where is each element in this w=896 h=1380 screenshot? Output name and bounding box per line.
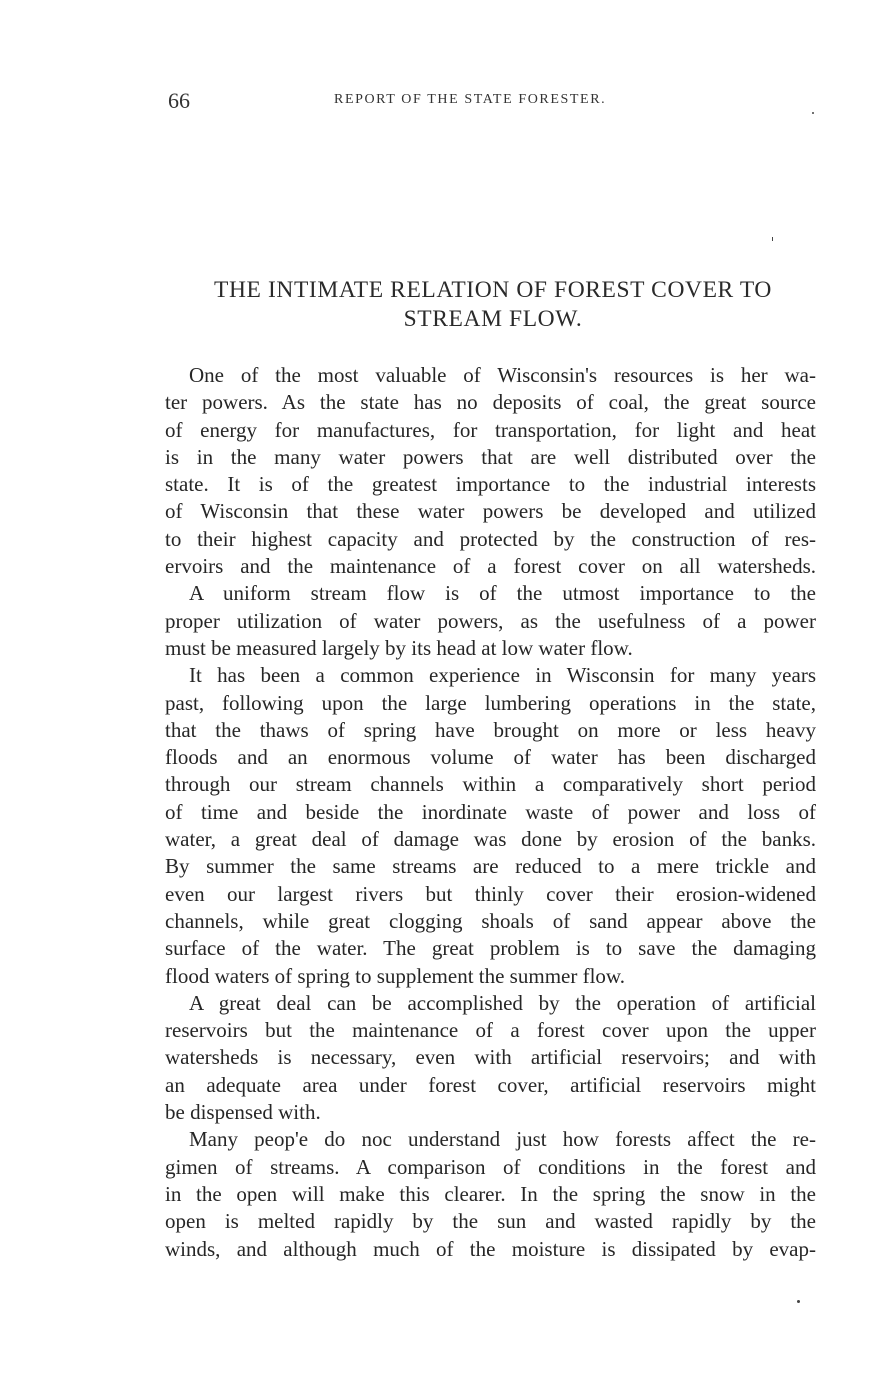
text-line: floods and an enormous volume of water has been discharged xyxy=(165,745,816,770)
text-line: be dispensed with. xyxy=(165,1100,321,1125)
text-line: proper utilization of water powers, as the usefulness of a power xyxy=(165,608,816,633)
text-line: water, a great deal of damage was done by erosion of the banks. xyxy=(165,827,816,852)
text-line: of energy for manufactures, for transportation, for light and heat xyxy=(165,417,816,442)
text-line: even our largest rivers but thinly cover their erosion-widened xyxy=(165,881,816,906)
text-line: Many peop'e do noc understand just how forests affect the re- xyxy=(189,1127,816,1152)
text-line: ter powers. As the state has no deposits of coal, the great source xyxy=(165,390,816,415)
page-number: 66 xyxy=(168,88,190,113)
text-line: that the thaws of spring have brought on more or less heavy xyxy=(165,717,816,742)
text-line: By summer the same streams are reduced to a mere trickle and xyxy=(165,854,816,879)
text-line: reservoirs but the maintenance of a forest cover upon the upper xyxy=(165,1018,816,1043)
text-line: winds, and although much of the moisture is dissipated by evap- xyxy=(165,1236,816,1261)
text-line: A great deal can be accomplished by the operation of artificial xyxy=(189,990,816,1015)
text-line: One of the most valuable of Wisconsin's resources is her wa- xyxy=(189,363,816,387)
paragraph-5 xyxy=(165,1126,816,1262)
scan-speck xyxy=(772,237,773,241)
text-line: state. It is of the greatest importance to the industrial interests xyxy=(165,472,816,497)
text-line: watersheds is necessary, even with artificial reservoirs; and with xyxy=(165,1045,816,1070)
text-line: channels, while great clogging shoals of sand appear above the xyxy=(165,908,816,933)
page-header xyxy=(168,88,818,118)
text-line: of time and beside the inordinate waste of power and loss of xyxy=(165,799,816,824)
text-line: in the open will make this clearer. In the spring the snow in the xyxy=(165,1181,816,1206)
text-line: must be measured largely by its head at low water flow. xyxy=(165,635,633,660)
paragraph-3 xyxy=(165,662,816,990)
text-line: gimen of streams. A comparison of conditions in the forest and xyxy=(165,1154,816,1179)
text-line: A uniform stream flow is of the utmost importance to the xyxy=(189,581,816,606)
body-text xyxy=(165,362,816,1263)
text-line: an adequate area under forest cover, artificial reservoirs might xyxy=(165,1072,816,1097)
scan-speck xyxy=(797,1300,800,1303)
chapter-title-line-2: STREAM FLOW. xyxy=(403,306,583,332)
text-line: flood waters of spring to supplement the summer flow. xyxy=(165,963,625,988)
paragraph-1 xyxy=(165,362,816,580)
text-line: through our stream channels within a comparatively short period xyxy=(165,772,816,797)
scan-speck xyxy=(812,112,814,114)
text-line: past, following upon the large lumbering operations in the state, xyxy=(165,690,816,715)
paragraph-4 xyxy=(165,990,816,1126)
text-line: is in the many water powers that are well distributed over the xyxy=(165,444,816,469)
paragraph-2 xyxy=(165,580,816,662)
chapter-title-line-1: THE INTIMATE RELATION OF FOREST COVER TO xyxy=(214,277,772,303)
text-line: It has been a common experience in Wisconsin for many years xyxy=(189,663,816,688)
text-line: to their highest capacity and protected by the construction of res- xyxy=(165,526,816,551)
text-line: open is melted rapidly by the sun and wasted rapidly by the xyxy=(165,1209,816,1234)
running-head: REPORT OF THE STATE FORESTER. xyxy=(334,92,607,107)
text-line: ervoirs and the maintenance of a forest cover on all watersheds. xyxy=(165,554,816,579)
text-line: of Wisconsin that these water powers be developed and utilized xyxy=(165,499,816,524)
text-line: surface of the water. The great problem is to save the damaging xyxy=(165,936,816,961)
chapter-title xyxy=(168,276,818,334)
